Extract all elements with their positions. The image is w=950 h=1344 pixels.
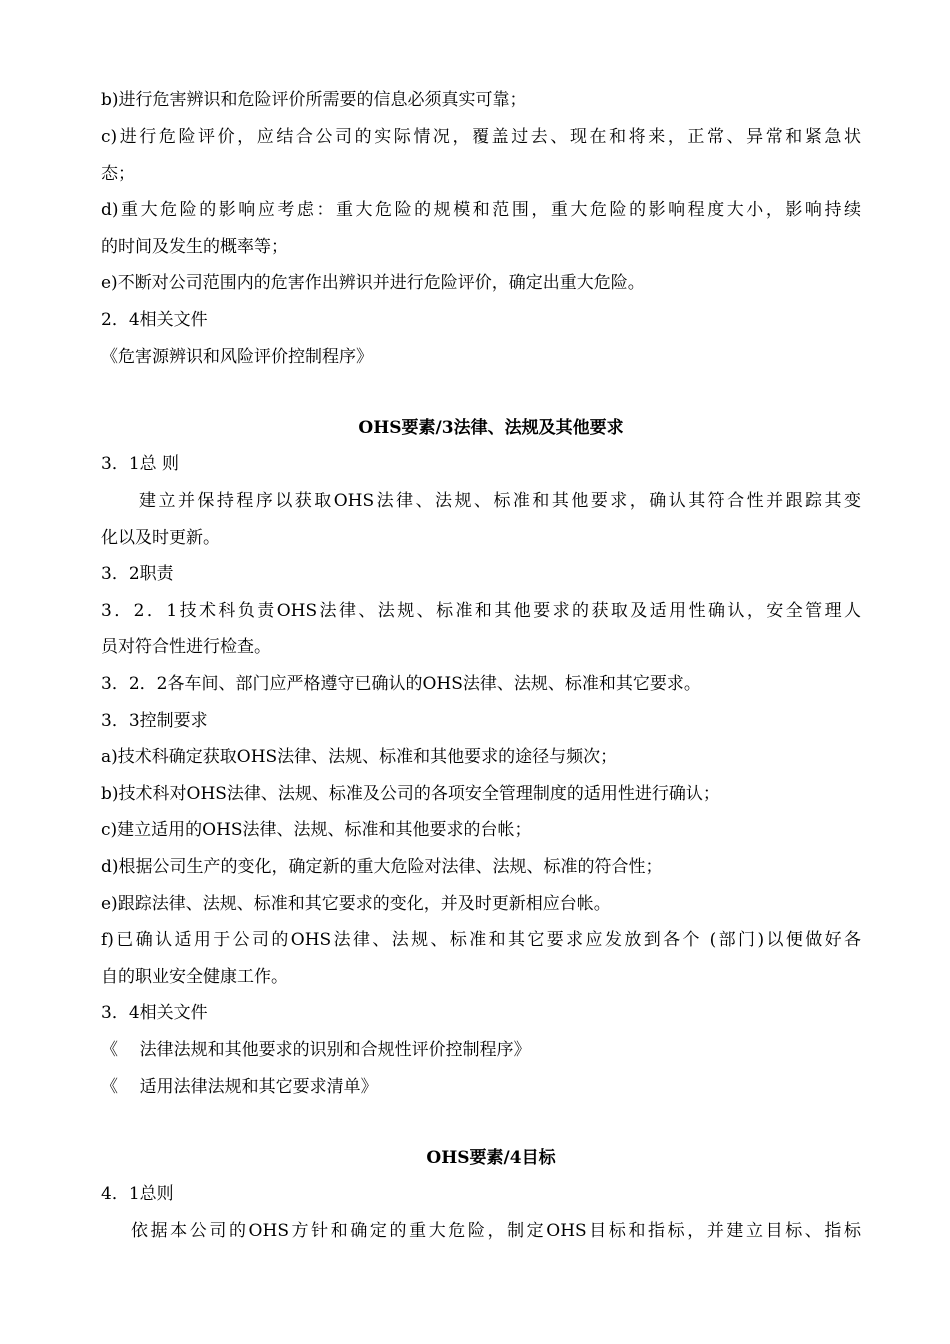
related-doc-hazard: 《危害源辨识和风险评价控制程序》: [101, 347, 373, 367]
section-4-1-heading: 4．1总则: [101, 1184, 174, 1204]
duty-3-2-1: 3．2．1技术科负责OHS法律、法规、标准和其他要求的获取及适用性确认，安全管理人: [101, 601, 861, 621]
section-4-1-text: 依据本公司的OHS方针和确定的重大危险，制定OHS目标和指标，并建立目标、指标: [131, 1221, 861, 1241]
section-3-4-heading: 3．4相关文件: [101, 1003, 208, 1023]
control-item-d: d)根据公司生产的变化，确定新的重大危险对法律、法规、标准的符合性；: [101, 857, 663, 877]
duty-3-2-2: 3．2．2各车间、部门应严格遵守已确认的OHS法律、法规、标准和其它要求。: [101, 674, 701, 694]
item-c-text: c)进行危险评价，应结合公司的实际情况，覆盖过去、现在和将来，正常、异常和紧急状: [101, 127, 861, 147]
section-4-title: OHS要素/4目标: [426, 1148, 556, 1168]
item-e-text: e)不断对公司范围内的危害作出辨识并进行危险评价，确定出重大危险。: [101, 273, 645, 293]
item-d-text: d)重大危险的影响应考虑：重大危险的规模和范围，重大危险的影响程度大小，影响持续: [101, 200, 861, 220]
control-item-f-cont: 自的职业安全健康工作。: [101, 967, 288, 987]
control-item-c: c)建立适用的OHS法律、法规、标准和其他要求的台帐；: [101, 820, 532, 840]
control-item-a: a)技术科确定获取OHS法律、法规、标准和其他要求的途径与频次；: [101, 747, 618, 767]
related-doc-legal: 《 法律法规和其他要求的识别和合规性评价控制程序》: [101, 1040, 531, 1060]
related-doc-legal-list: 《 适用法律法规和其它要求清单》: [101, 1077, 378, 1097]
section-3-title: OHS要素/3法律、法规及其他要求: [358, 418, 624, 438]
control-item-f: f)已确认适用于公司的OHS法律、法规、标准和其它要求应发放到各个 (部门)以便做好各: [101, 930, 861, 950]
section-2-4-heading: 2．4相关文件: [101, 310, 208, 330]
section-3-2-heading: 3．2职责: [101, 564, 174, 584]
section-3-1-text-cont: 化以及时更新。: [101, 528, 220, 548]
control-item-b: b)技术科对OHS法律、法规、标准及公司的各项安全管理制度的适用性进行确认；: [101, 784, 720, 804]
item-c-text-cont: 态；: [101, 164, 135, 184]
section-3-3-heading: 3．3控制要求: [101, 711, 208, 731]
section-3-1-text: 建立并保持程序以获取OHS法律、法规、标准和其他要求，确认其符合性并跟踪其变: [139, 491, 861, 511]
duty-3-2-1-cont: 员对符合性进行检查。: [101, 637, 271, 657]
item-b-text: b)进行危害辨识和危险评价所需要的信息必须真实可靠；: [101, 90, 527, 110]
item-d-text-cont: 的时间及发生的概率等；: [101, 237, 288, 257]
section-3-1-heading: 3．1总 则: [101, 454, 180, 474]
control-item-e: e)跟踪法律、法规、标准和其它要求的变化，并及时更新相应台帐。: [101, 894, 611, 914]
